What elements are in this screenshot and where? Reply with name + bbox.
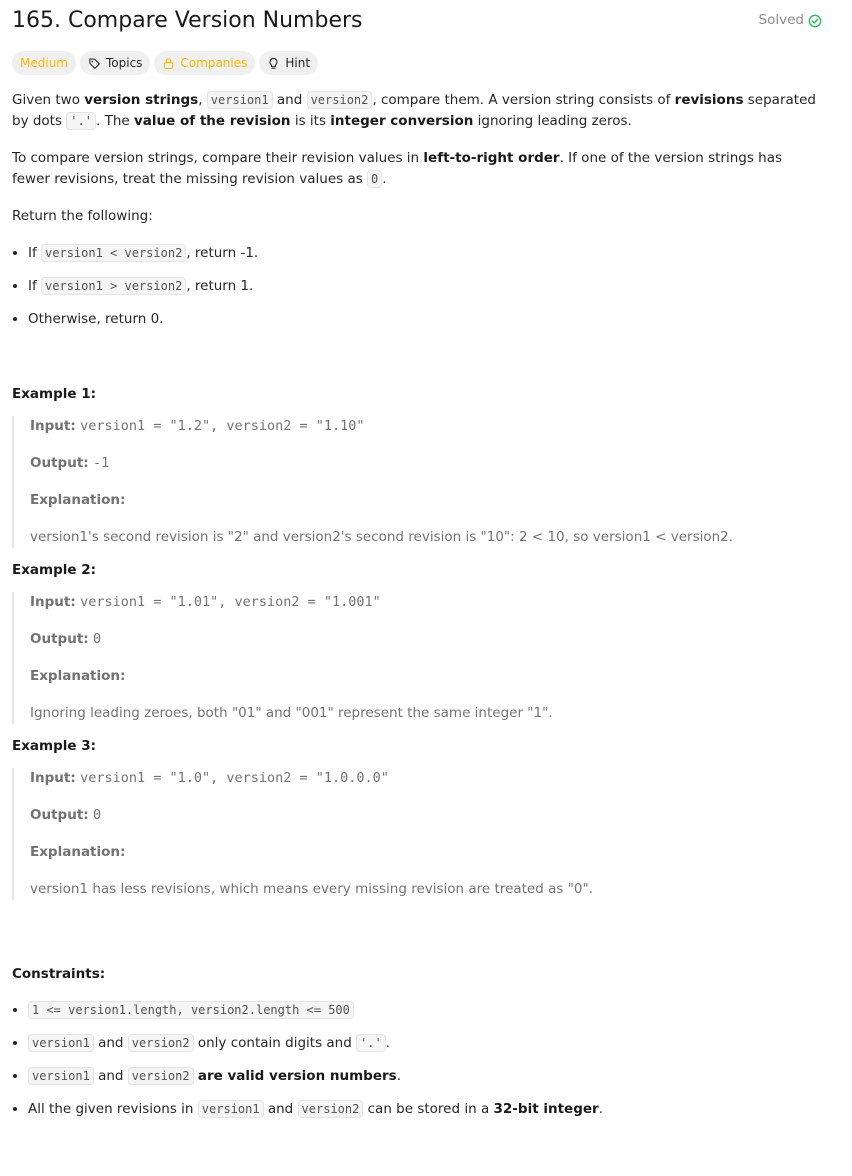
bold-text: value of the revision (133, 113, 291, 129)
text: . (598, 1101, 603, 1117)
example-explanation-label (30, 842, 822, 863)
explanation-label: Explanation: (30, 492, 126, 508)
example-input (30, 592, 822, 613)
example-3 (12, 736, 822, 900)
description-body (12, 90, 822, 330)
example-explanation: version1 has less revisions, which means every missing revision are treated as "0". (30, 881, 593, 897)
text: Given two (12, 92, 85, 108)
text: can be stored in a (363, 1101, 494, 1117)
example-1 (12, 384, 822, 548)
example-output (30, 629, 822, 650)
example-title: Example 3: (12, 738, 97, 754)
example-explanation-label (30, 666, 822, 687)
spacer (12, 912, 822, 956)
inline-code: 0 (367, 170, 382, 188)
example-explanation: version1's second revision is "2" and version2's second revision is "10": 2 < 10, so version1 < version2. (30, 529, 734, 545)
text: , (198, 92, 207, 108)
output-value: -1 (92, 455, 110, 471)
example-block (12, 416, 822, 548)
list-item (28, 243, 822, 264)
inline-code: version2 (128, 1034, 194, 1052)
example-explanation: Ignoring leading zeroes, both "01" and "001" represent the same integer "1". (30, 705, 553, 721)
difficulty-badge (12, 51, 76, 75)
bold-text: integer conversion (330, 113, 474, 129)
input-label: Input: (30, 594, 76, 610)
example-title: Example 2: (12, 562, 97, 578)
text: separated by dots (12, 92, 816, 129)
example-input (30, 416, 822, 437)
explanation-label: Explanation: (30, 668, 126, 684)
spacer (12, 342, 822, 384)
topics-button[interactable] (80, 51, 150, 75)
inline-code: version1 (28, 1067, 94, 1085)
list-item (28, 1066, 822, 1087)
inline-code: '.' (356, 1034, 386, 1052)
text: All the given revisions in (28, 1101, 198, 1117)
text: . (396, 1068, 401, 1084)
list-item (28, 1033, 822, 1054)
companies-button[interactable] (154, 51, 255, 75)
inline-code: '.' (66, 112, 96, 130)
text: and (263, 1101, 298, 1117)
inline-code: version1 (207, 91, 273, 109)
text: To compare version strings, compare their revision values in (12, 150, 424, 166)
inline-code: 1 <= version1.length, version2.length <= 500 (28, 1001, 354, 1019)
explanation-label: Explanation: (30, 844, 126, 860)
description-paragraph-2 (12, 148, 822, 190)
solved-status (759, 10, 822, 31)
example-explanation-label (30, 490, 822, 511)
check-circle-icon (808, 14, 822, 28)
title-row (12, 0, 822, 36)
text: If (28, 245, 42, 261)
text: , return 1. (186, 278, 254, 294)
example-output (30, 805, 822, 826)
text: and (93, 1035, 128, 1051)
text: . (382, 171, 387, 187)
bold-text: left-to-right order (423, 150, 560, 166)
input-value: version1 = "1.2", version2 = "1.10" (80, 418, 365, 434)
lock-icon (162, 57, 175, 70)
text: is its (290, 113, 331, 129)
text: . The (95, 113, 134, 129)
output-value: 0 (92, 807, 102, 823)
text: ignoring leading zeros. (473, 113, 632, 129)
hint-label: Hint (285, 55, 311, 70)
bold-text: revisions (674, 92, 744, 108)
example-output (30, 453, 822, 474)
output-value: 0 (92, 631, 102, 647)
topics-label: Topics (105, 55, 143, 70)
output-label: Output: (30, 807, 89, 823)
text: Otherwise, return 0. (28, 311, 164, 327)
return-rules-list (12, 243, 822, 330)
text: . If one of the version strings has fewer revisions, treat the missing revision values as (12, 150, 783, 187)
companies-label: Companies (180, 55, 248, 70)
text: , return -1. (186, 245, 259, 261)
input-label: Input: (30, 418, 76, 434)
input-label: Input: (30, 770, 76, 786)
inline-code: version2 (298, 1100, 364, 1118)
list-item (28, 276, 822, 297)
description-paragraph-1 (12, 90, 822, 132)
input-value: version1 = "1.01", version2 = "1.001" (80, 594, 381, 610)
list-item (28, 1099, 822, 1120)
hint-button[interactable] (259, 51, 318, 75)
input-value: version1 = "1.0", version2 = "1.0.0.0" (80, 770, 389, 786)
text: , compare them. A version string consists of (372, 92, 675, 108)
inline-code: version2 (128, 1067, 194, 1085)
lightbulb-icon (267, 57, 280, 70)
output-label: Output: (30, 631, 89, 647)
list-item (28, 309, 822, 330)
tag-icon (88, 57, 101, 70)
bold-text: version strings (84, 92, 199, 108)
example-block (12, 768, 822, 900)
constraints-section (12, 964, 822, 1120)
text: If (28, 278, 42, 294)
example-block (12, 592, 822, 724)
inline-code: version2 (307, 91, 373, 109)
inline-code: version1 (28, 1034, 94, 1052)
constraints-list (12, 1000, 822, 1120)
example-title: Example 1: (12, 386, 97, 402)
problem-title[interactable]: 165. Compare Version Numbers (12, 8, 363, 33)
text: only contain digits and (193, 1035, 357, 1051)
example-input (30, 768, 822, 789)
example-2 (12, 560, 822, 724)
inline-code: version1 (198, 1100, 264, 1118)
constraints-title: Constraints: (12, 966, 106, 982)
difficulty-label: Medium (20, 55, 68, 70)
bold-text: 32-bit integer (493, 1101, 599, 1117)
solved-label: Solved (758, 12, 804, 28)
bold-text: are valid version numbers (197, 1068, 397, 1084)
inline-code: version1 < version2 (41, 244, 186, 262)
list-item (28, 1000, 822, 1021)
text: and (93, 1068, 128, 1084)
text: and (272, 92, 307, 108)
tag-row (12, 51, 822, 75)
text: . (385, 1035, 391, 1051)
description-paragraph-3: Return the following: (12, 208, 153, 224)
output-label: Output: (30, 455, 89, 471)
inline-code: version1 > version2 (41, 277, 186, 295)
